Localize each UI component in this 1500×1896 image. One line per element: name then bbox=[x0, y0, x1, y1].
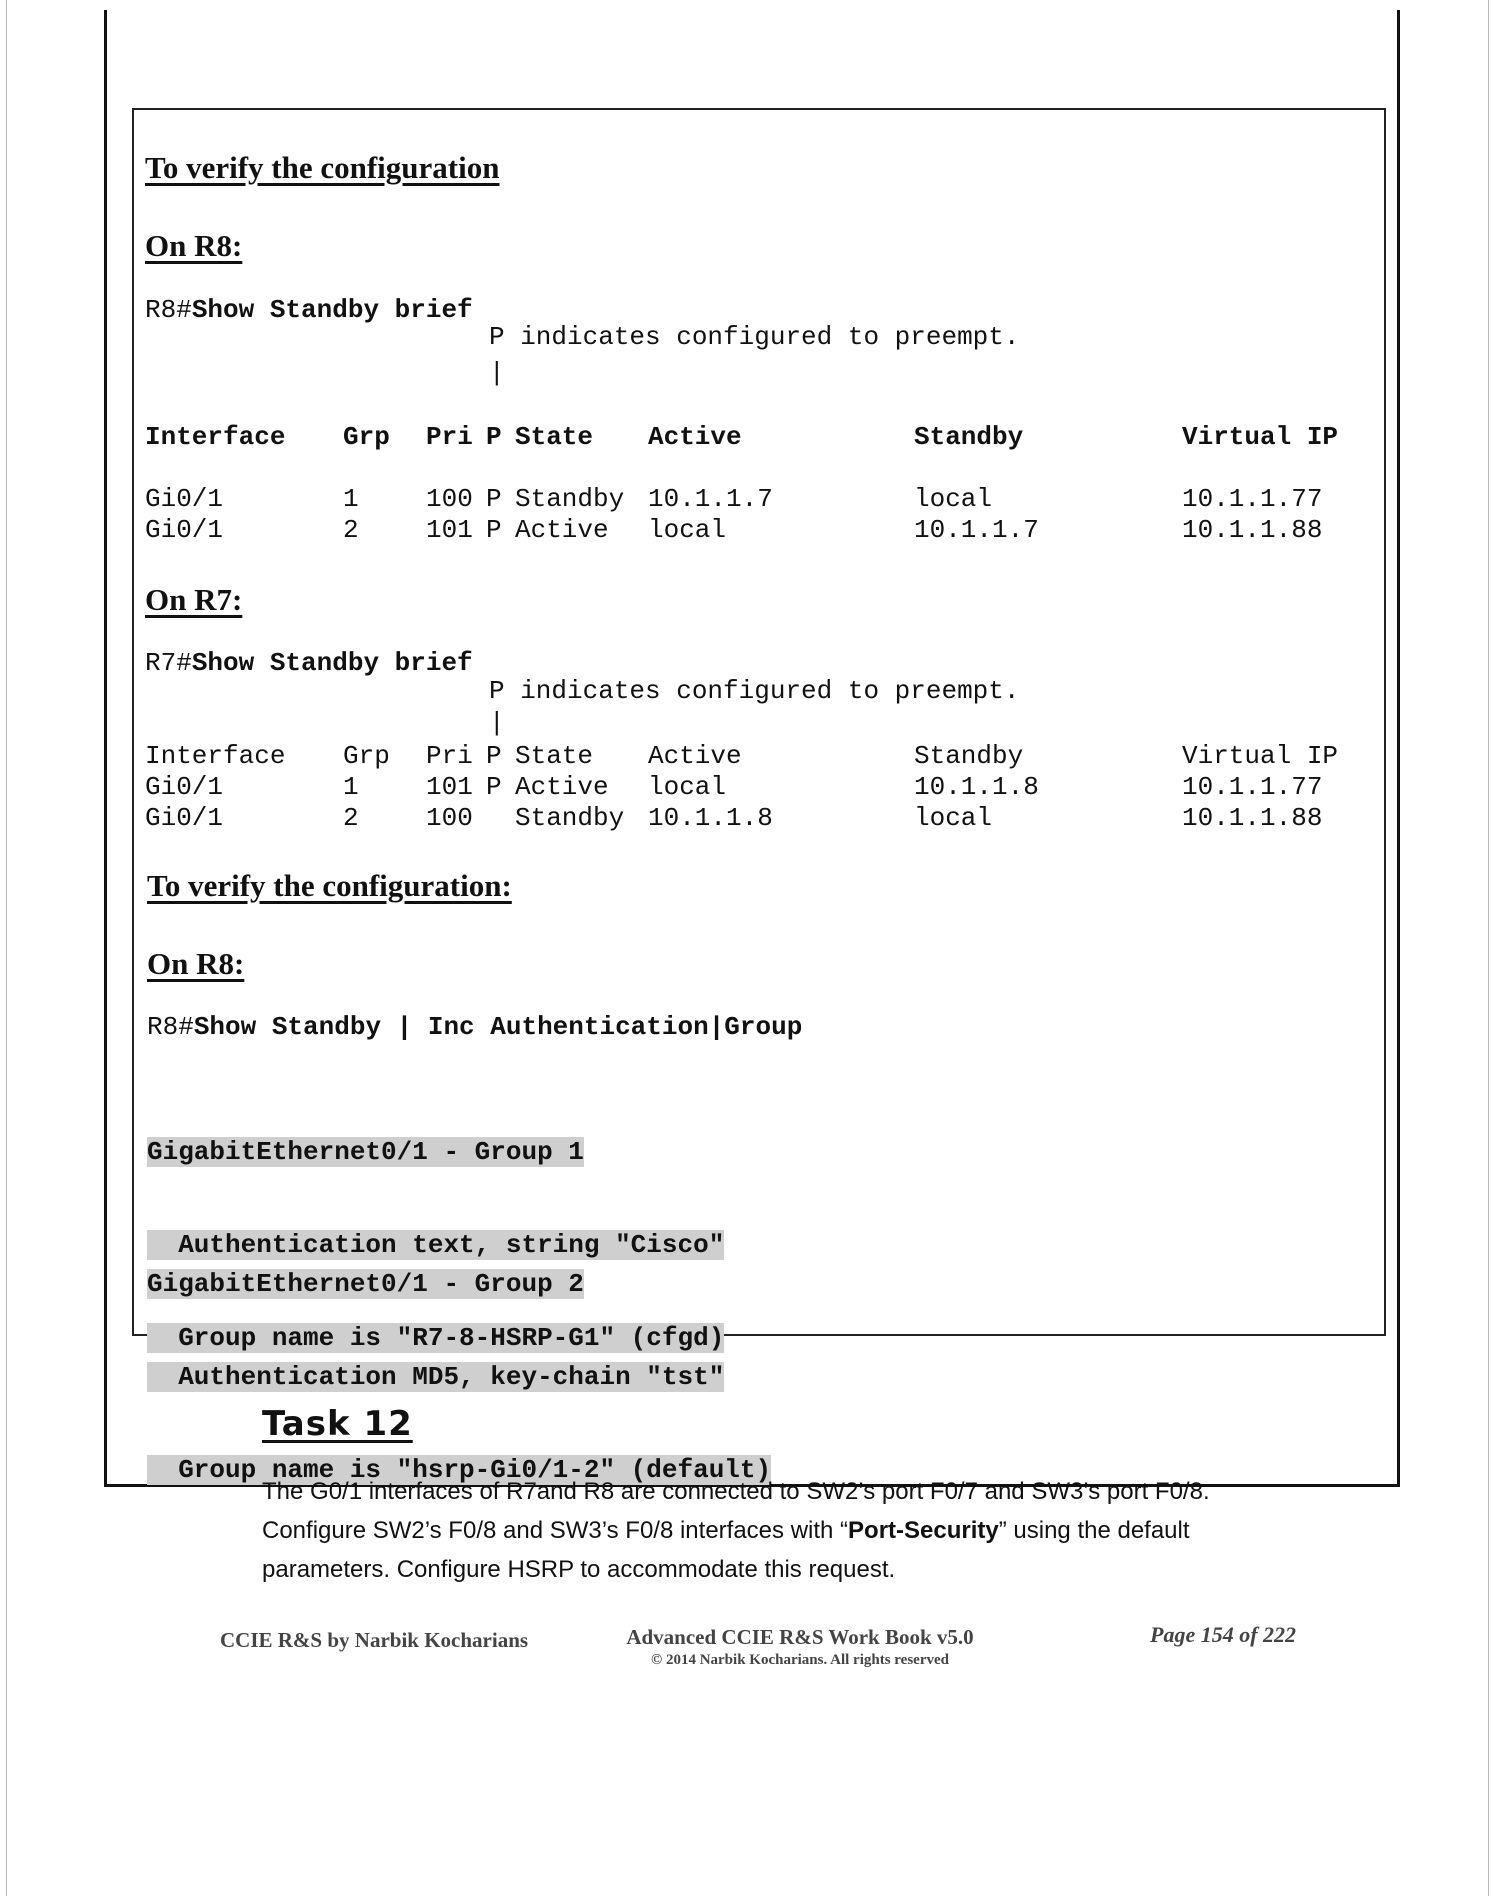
task-title: Task 12 bbox=[262, 1404, 413, 1444]
heading-verify-configuration: To verify the configuration bbox=[145, 150, 500, 185]
footer-copyright: © 2014 Narbik Kocharians. All rights reserved bbox=[650, 1652, 949, 1668]
group2-line: Group name is "hsrp-Gi0/1-2" (default) bbox=[147, 1455, 772, 1485]
cell: 1 bbox=[343, 484, 359, 514]
col-state: State bbox=[515, 422, 594, 452]
cell: Standby bbox=[515, 484, 625, 514]
col-standby: Standby bbox=[914, 741, 1024, 771]
cell: 100 bbox=[426, 803, 473, 833]
task-description bbox=[262, 1472, 1302, 1589]
heading-verify-configuration-2: To verify the configuration: bbox=[147, 868, 512, 903]
cell: 101 bbox=[426, 772, 473, 802]
col-p: P bbox=[486, 422, 502, 452]
col-virtual-ip: Virtual IP bbox=[1182, 741, 1339, 771]
footer-book-title: Advanced CCIE R&S Work Book v5.0 bbox=[626, 1625, 974, 1649]
r8-table-header bbox=[145, 422, 1338, 453]
cell: Standby bbox=[515, 803, 625, 833]
r8-command-line bbox=[145, 295, 473, 326]
task-text: The G0/1 interfaces of R7and R8 are connected to SW2’s port F0/7 and SW3’s port F0/8. Configure SW2’s F0/8 and SW3’s F0/8 interfaces with “ bbox=[262, 1478, 1210, 1544]
table-row bbox=[145, 515, 1322, 546]
r7-preempt-bar: | bbox=[489, 708, 505, 738]
cell: Active bbox=[515, 772, 609, 802]
group2-line: GigabitEthernet0/1 - Group 2 bbox=[147, 1269, 584, 1299]
r8-preempt-bar: | bbox=[489, 358, 505, 388]
cell: local bbox=[648, 515, 727, 545]
group1-line: GigabitEthernet0/1 - Group 1 bbox=[147, 1137, 584, 1167]
col-grp: Grp bbox=[343, 741, 390, 771]
group1-line: Authentication text, string "Cisco" bbox=[147, 1230, 725, 1260]
col-pri: Pri bbox=[426, 422, 473, 452]
r7-prompt: R7# bbox=[145, 648, 192, 678]
table-row bbox=[145, 484, 1322, 515]
cell: Gi0/1 bbox=[145, 484, 224, 514]
cell: 10.1.1.77 bbox=[1182, 772, 1323, 802]
col-active: Active bbox=[648, 422, 742, 452]
heading-on-r8-2: On R8: bbox=[147, 946, 245, 981]
group2-line: Authentication MD5, key-chain "tst" bbox=[147, 1362, 725, 1392]
r8-auth-command-line bbox=[147, 1012, 802, 1043]
col-interface: Interface bbox=[145, 741, 286, 771]
heading-on-r8: On R8: bbox=[145, 228, 243, 263]
footer-author: CCIE R&S by Narbik Kocharians bbox=[220, 1628, 529, 1652]
footer-page-number: Page 154 of 222 bbox=[1150, 1622, 1297, 1647]
r8-auth-command: Show Standby | Inc Authentication|Group bbox=[193, 1012, 803, 1042]
cell: 10.1.1.7 bbox=[914, 515, 1039, 545]
col-active: Active bbox=[648, 741, 742, 771]
cell: 10.1.1.77 bbox=[1182, 484, 1323, 514]
cell: 10.1.1.88 bbox=[1182, 515, 1323, 545]
cell: local bbox=[914, 484, 993, 514]
cell: P bbox=[486, 772, 502, 802]
cell: P bbox=[486, 484, 502, 514]
r8-command: Show Standby brief bbox=[191, 295, 473, 325]
cell: 10.1.1.8 bbox=[914, 772, 1039, 802]
col-virtual-ip: Virtual IP bbox=[1182, 422, 1339, 452]
cell: 1 bbox=[343, 772, 359, 802]
task-text-bold: Port-Security bbox=[848, 1517, 999, 1544]
col-interface: Interface bbox=[145, 422, 286, 452]
cell: Gi0/1 bbox=[145, 803, 224, 833]
group1-line: Group name is "R7-8-HSRP-G1" (cfgd) bbox=[147, 1323, 725, 1353]
cell: Gi0/1 bbox=[145, 515, 224, 545]
table-row bbox=[145, 772, 1322, 803]
cell: Gi0/1 bbox=[145, 772, 224, 802]
cell: local bbox=[914, 803, 993, 833]
scan-edge-left bbox=[6, 0, 7, 1896]
cell: 100 bbox=[426, 484, 473, 514]
task-text: ” using the default parameters. Configure HSRP to accommodate this request. bbox=[262, 1517, 1190, 1583]
cell: 2 bbox=[343, 803, 359, 833]
col-standby: Standby bbox=[914, 422, 1024, 452]
cell: P bbox=[486, 515, 502, 545]
col-grp: Grp bbox=[343, 422, 390, 452]
table-row bbox=[145, 803, 1322, 834]
cell: 101 bbox=[426, 515, 473, 545]
col-state: State bbox=[515, 741, 594, 771]
r7-command: Show Standby brief bbox=[191, 648, 473, 678]
cell: Active bbox=[515, 515, 609, 545]
cell bbox=[486, 803, 515, 834]
cell: 10.1.1.8 bbox=[648, 803, 773, 833]
scan-edge-right bbox=[1488, 0, 1489, 1896]
r8-auth-prompt: R8# bbox=[147, 1012, 194, 1042]
r8-prompt: R8# bbox=[145, 295, 192, 325]
col-pri: Pri bbox=[426, 741, 473, 771]
cell: 10.1.1.88 bbox=[1182, 803, 1323, 833]
cell: 2 bbox=[343, 515, 359, 545]
r8-preempt-note: P indicates configured to preempt. bbox=[489, 322, 1020, 352]
cell: local bbox=[648, 772, 727, 802]
r7-preempt-note: P indicates configured to preempt. bbox=[489, 676, 1020, 706]
col-p: P bbox=[486, 741, 502, 771]
r7-table-header bbox=[145, 741, 1338, 772]
group2-output bbox=[147, 1207, 771, 1517]
r7-command-line bbox=[145, 648, 473, 679]
cell: 10.1.1.7 bbox=[648, 484, 773, 514]
heading-on-r7: On R7: bbox=[145, 582, 243, 617]
